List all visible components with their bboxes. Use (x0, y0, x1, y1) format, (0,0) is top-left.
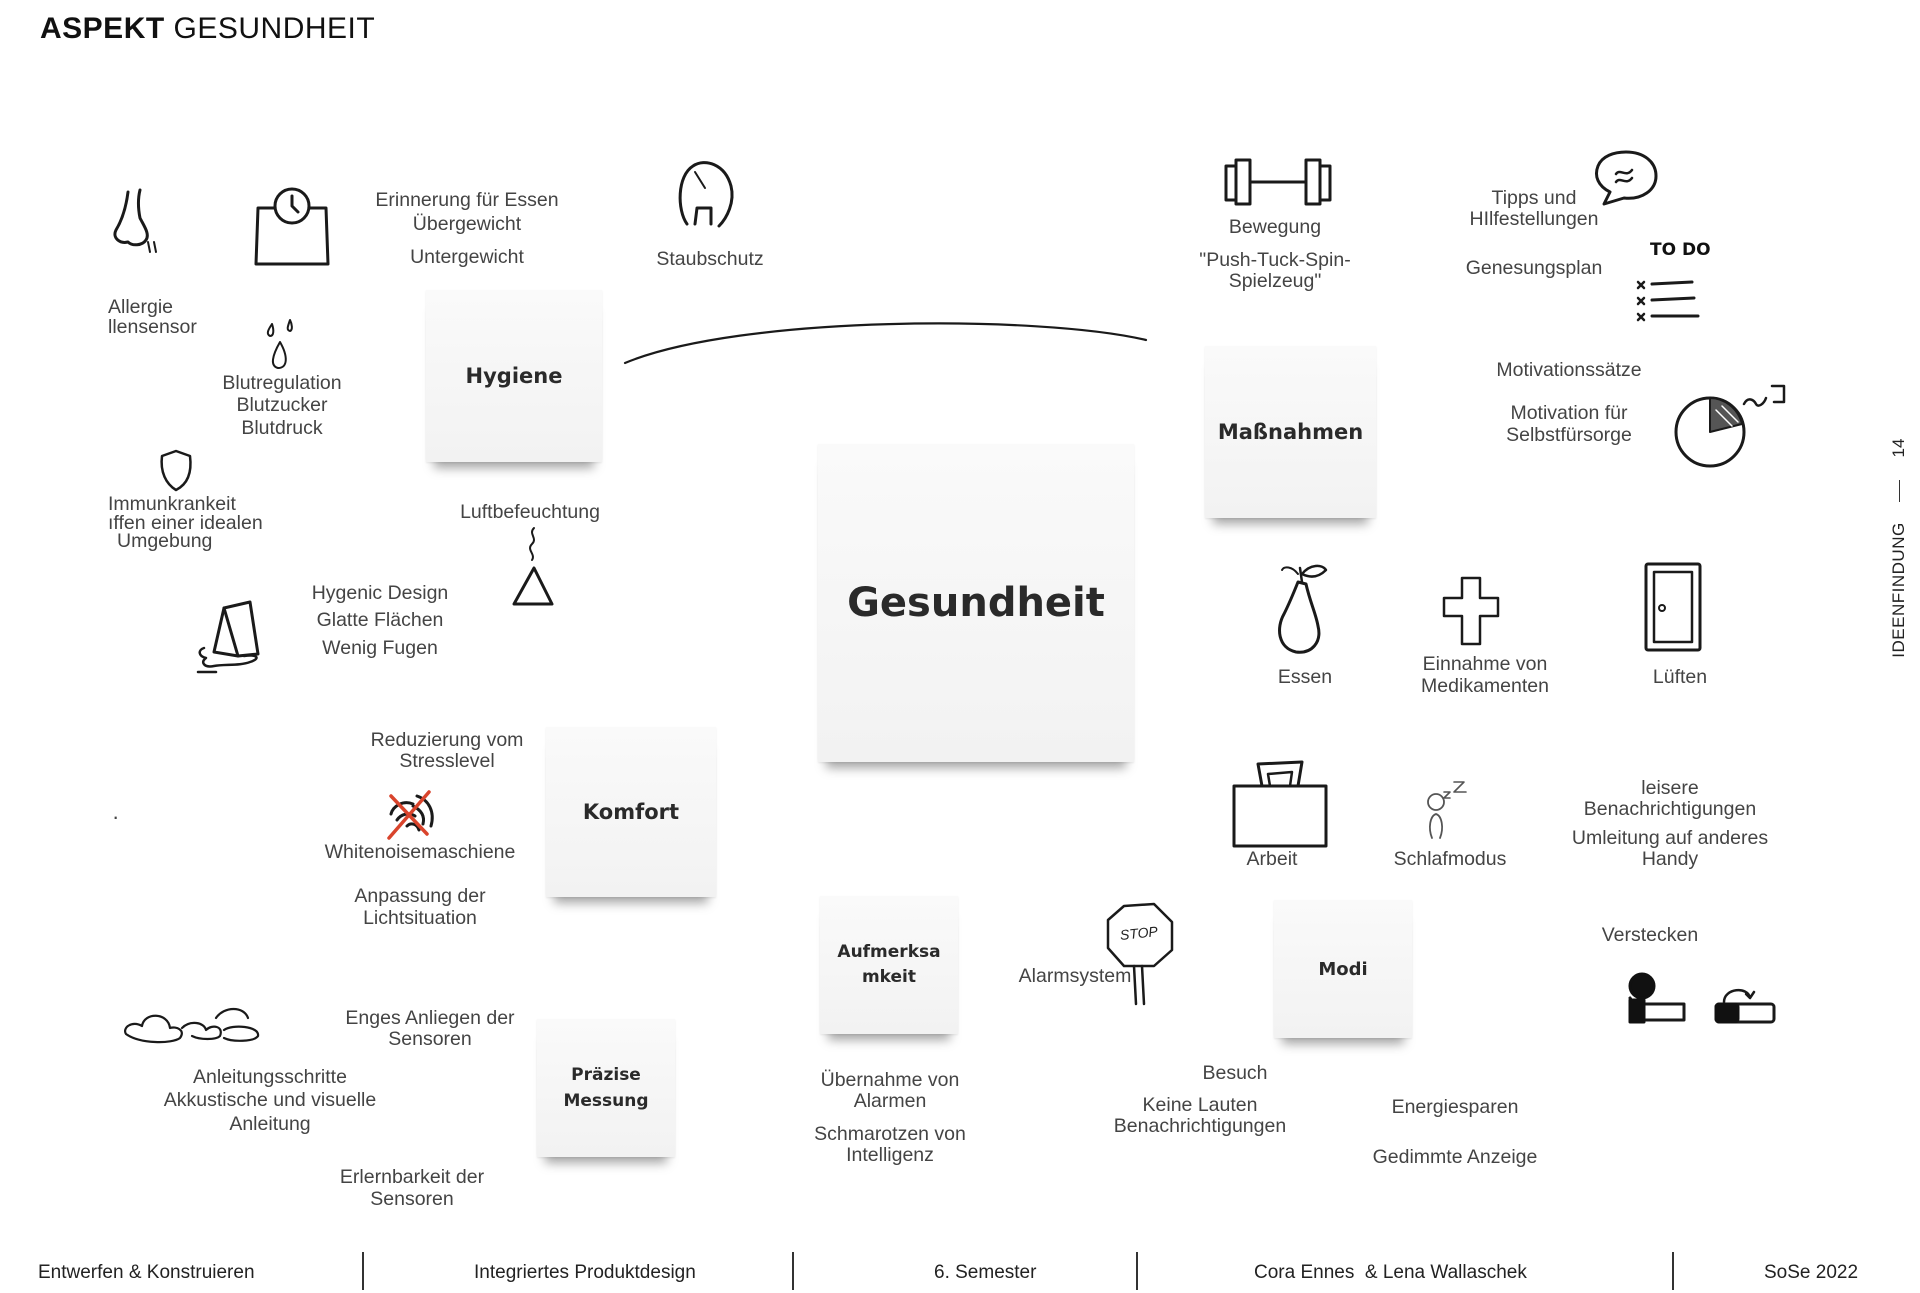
label-allergie: Allergie llensensor (108, 296, 197, 338)
label-lichtsituation: Anpassung der Lichtsituation (354, 885, 486, 930)
label-immunkrankheit: Immunkrankeit ıffen einer idealen Umgebung (108, 493, 263, 553)
humidifier-icon (508, 522, 558, 608)
label-verstecken: Verstecken (1601, 924, 1699, 946)
footer-divider (792, 1252, 794, 1290)
label-spielzeug: "Push-Tuck-Spin- Spielzeug" (1199, 249, 1351, 293)
label-medikamente: Einnahme von Medikamenten (1421, 653, 1549, 698)
label-erinnerung: Erinnerung für Essen Übergewicht (375, 189, 559, 236)
note-aufmerksamkeit: Aufmerksa mkeit (820, 896, 958, 1034)
clouds-icon (120, 1000, 266, 1046)
label-leiser: leisere Benachrichtigungen (1583, 777, 1757, 821)
label-energiesparen: Energiesparen (1391, 1096, 1519, 1118)
label-untergewicht: Untergewicht (410, 246, 524, 268)
label-anliegen: Enges Anliegen der Sensoren (345, 1007, 515, 1051)
label-umleitung: Umleitung auf anderes Handy (1571, 827, 1769, 871)
label-genesungsplan: Genesungsplan (1465, 257, 1603, 279)
briefcase-icon (1228, 756, 1332, 848)
scale-clock-icon (252, 186, 332, 268)
label-tipps: Tipps und HIlfestellungen (1469, 187, 1599, 231)
medical-cross-icon (1440, 574, 1502, 650)
pie-chart-icon (1672, 380, 1792, 470)
note-komfort: Komfort (546, 727, 716, 897)
sleep-icon (1420, 774, 1490, 846)
todo-list-icon (1634, 274, 1710, 330)
label-lueften: Lüften (1652, 666, 1708, 688)
label-schlafmodus: Schlafmodus (1393, 848, 1507, 870)
page-number: 14 (1889, 438, 1908, 458)
todo-label: TO DO (1650, 240, 1711, 260)
stop-text: STOP (1119, 923, 1159, 943)
bullet-dot: · (112, 804, 120, 829)
label-erlernbarkeit: Erlernbarkeit der Sensoren (339, 1166, 485, 1211)
footer-divider (1672, 1252, 1674, 1290)
no-noise-icon (383, 786, 439, 842)
label-alarme: Übernahme von Alarmen (820, 1069, 960, 1113)
footer-authors: Cora Ennes & Lena Wallaschek (1254, 1262, 1527, 1283)
label-essen: Essen (1277, 666, 1333, 688)
note-praezise-messung: Präzise Messung (537, 1019, 675, 1157)
label-keine-lauten: Keine Lauten Benachrichtigungen (1113, 1094, 1287, 1138)
note-hygiene: Hygiene (426, 290, 602, 462)
footer-course: Entwerfen & Konstruieren (38, 1262, 255, 1283)
label-staubschutz: Staubschutz (656, 248, 764, 270)
section-label: IDEENFINDUNG (1889, 522, 1908, 658)
door-icon (1640, 560, 1710, 656)
label-whitenoise: Whitenoisemaschiene (324, 841, 516, 863)
connector-arc (620, 315, 1150, 375)
label-anleitung: Anleitungsschritte Akkustische und visuelle Anleitung (163, 1066, 377, 1135)
label-arbeit: Arbeit (1246, 848, 1298, 870)
footer-term: SoSe 2022 (1764, 1262, 1859, 1283)
pear-icon (1270, 562, 1330, 656)
chat-bubble-icon (1590, 146, 1660, 208)
note-massnahmen: Maßnahmen (1205, 346, 1376, 518)
footer-semester: 6. Semester (934, 1262, 1037, 1283)
page-title: ASPEKT GESUNDHEIT (40, 12, 376, 45)
label-blutregulation: Blutregulation Blutzucker Blutdruck (222, 372, 342, 439)
label-luftbefeuchtung: Luftbefeuchtung (460, 501, 600, 523)
label-motivationssaetze: Motivationssätze (1496, 359, 1642, 381)
label-motivation: Motivation für Selbstfürsorge (1506, 402, 1632, 447)
hide-ball-icon (1620, 972, 1780, 1028)
label-bewegung: Bewegung (1228, 216, 1322, 238)
footer-divider (362, 1252, 364, 1290)
label-gedimmt: Gedimmte Anzeige (1372, 1146, 1538, 1168)
dumbbell-icon (1222, 158, 1334, 206)
label-stresslevel: Reduzierung vom Stresslevel (370, 729, 524, 773)
note-modi: Modi (1274, 900, 1412, 1038)
footer-divider (1136, 1252, 1138, 1290)
wet-floor-sign-icon (196, 600, 278, 676)
stop-sign-icon (1102, 900, 1176, 1008)
dust-cover-icon (675, 158, 737, 230)
label-hygenic-design: Hygenic Design Glatte Flächen Wenig Fugen (311, 582, 449, 659)
droplets-icon (260, 318, 300, 376)
footer-program: Integriertes Produktdesign (474, 1262, 696, 1283)
label-schmarotzen: Schmarotzen von Intelligenz (814, 1123, 966, 1167)
nose-icon (110, 188, 170, 258)
label-besuch: Besuch (1202, 1062, 1268, 1084)
note-gesundheit: Gesundheit (818, 444, 1134, 762)
shield-icon (156, 448, 196, 494)
label-alarmsystem: Alarmsystem (1018, 965, 1132, 987)
